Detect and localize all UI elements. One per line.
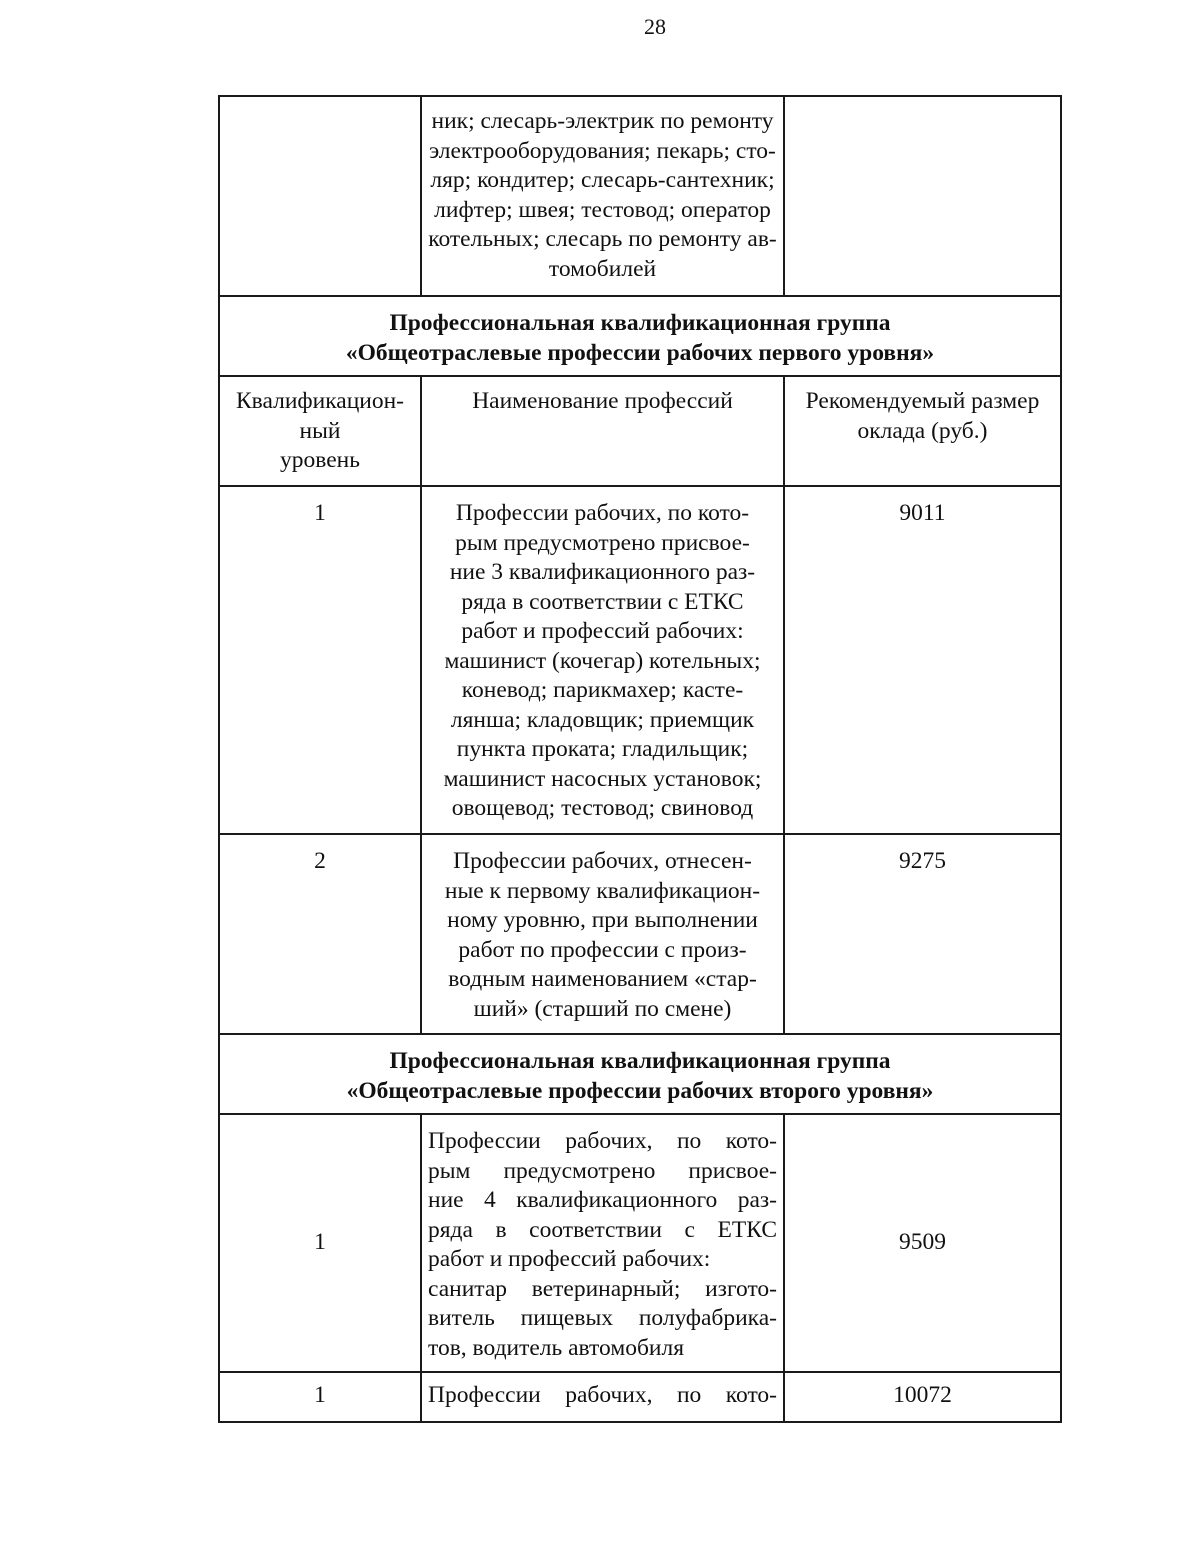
description-line: пункта проката; гладильщик;	[456, 736, 749, 762]
description-line: лянша; кладовщик; приемщик	[450, 706, 755, 733]
salary-cell: 10072	[784, 1372, 1061, 1422]
column-header-row	[219, 376, 1061, 486]
description-line: Профессии рабочих, по кото-	[455, 500, 750, 526]
empty-cell	[219, 96, 421, 296]
description-line: ник; слесарь-электрик по ремонту	[431, 108, 774, 134]
description-line: Профессии рабочих, по кото-	[428, 1382, 777, 1408]
salary-cell: 9011	[784, 486, 1061, 834]
group-header-row	[219, 296, 1061, 376]
group-title-line: Профессиональная квалификационная группа	[389, 1048, 891, 1074]
profession-description	[421, 1372, 784, 1422]
page-number: 28	[644, 14, 666, 39]
description-line: тов, водитель автомобиля	[428, 1334, 685, 1361]
description-line: водным наименованием «стар-	[448, 966, 757, 992]
salary-table	[218, 95, 1062, 1423]
column-header-level	[219, 376, 421, 486]
profession-description	[421, 834, 784, 1034]
description-line: ляр; кондитер; слесарь-сантехник;	[430, 167, 775, 193]
description-line: котельных; слесарь по ремонту ав-	[428, 226, 777, 252]
description-line: ряда в соответствии с ЕТКС	[428, 1216, 777, 1243]
column-header-text: Наименование профессий	[472, 388, 733, 414]
description-line: витель пищевых полуфабрика-	[428, 1305, 777, 1331]
description-line: ние 4 квалификационного раз-	[428, 1187, 777, 1213]
level-cell: 2	[219, 834, 421, 1034]
column-header-text: уровень	[280, 447, 360, 473]
table-row	[219, 1114, 1061, 1372]
description-line: машинист насосных установок;	[443, 765, 762, 792]
column-header-text: Квалификацион-	[236, 388, 404, 414]
table-row	[219, 1372, 1061, 1422]
level-cell: 1	[219, 1372, 421, 1422]
table-row	[219, 834, 1061, 1034]
description-line: овощевод; тестовод; свиновод	[451, 795, 754, 821]
profession-description	[421, 486, 784, 834]
group-title	[219, 296, 1061, 376]
description-line: машинист (кочегар) котельных;	[444, 647, 761, 674]
description-line: Профессии рабочих, отнесен-	[453, 848, 752, 874]
description-line: Профессии рабочих, по кото-	[428, 1128, 777, 1154]
level-cell: 1	[219, 1114, 421, 1372]
description-line: работ и профессий рабочих:	[461, 618, 744, 644]
description-line: коневод; парикмахер; касте-	[461, 677, 744, 703]
description-line: ному уровню, при выполнении	[447, 907, 758, 933]
empty-cell	[784, 96, 1061, 296]
level-cell: 1	[219, 486, 421, 834]
salary-cell: 9509	[784, 1114, 1061, 1372]
column-header-text: оклада (руб.)	[857, 417, 988, 444]
description-line: лифтер; швея; тестовод; оператор	[434, 196, 771, 223]
description-line: работ по профессии с произ-	[458, 936, 747, 963]
description-line: работ и профессий рабочих:	[428, 1246, 711, 1272]
description-line: рым предусмотрено присвое-	[455, 529, 750, 556]
group-title-line: «Общеотраслевые профессии рабочих первого уровня»	[345, 339, 935, 366]
description-line: ряда в соответствии с ЕТКС	[461, 588, 744, 615]
column-header-salary	[784, 376, 1061, 486]
column-header-text: Рекомендуемый размер	[805, 388, 1040, 414]
description-line: рым предусмотрено присвое-	[428, 1157, 777, 1184]
group-title-line: Профессиональная квалификационная группа	[389, 310, 891, 336]
description-line: санитар ветеринарный; изгото-	[428, 1275, 777, 1302]
description-line: томобилей	[548, 255, 657, 282]
description-line: ние 3 квалификационного раз-	[449, 559, 756, 585]
group-title-line: «Общеотраслевые профессии рабочих второго уровня»	[346, 1077, 934, 1104]
column-header-text: ный	[299, 417, 341, 444]
profession-description	[421, 1114, 784, 1372]
group-title	[219, 1034, 1061, 1114]
salary-cell: 9275	[784, 834, 1061, 1034]
group-header-row	[219, 1034, 1061, 1114]
table-row-continuation	[219, 96, 1061, 296]
column-header-name	[421, 376, 784, 486]
table-row	[219, 486, 1061, 834]
description-line: ший» (старший по смене)	[473, 995, 732, 1022]
description-line: ные к первому квалификацион-	[444, 877, 761, 904]
description-line: электрооборудования; пекарь; сто-	[429, 137, 776, 164]
profession-description	[421, 96, 784, 296]
